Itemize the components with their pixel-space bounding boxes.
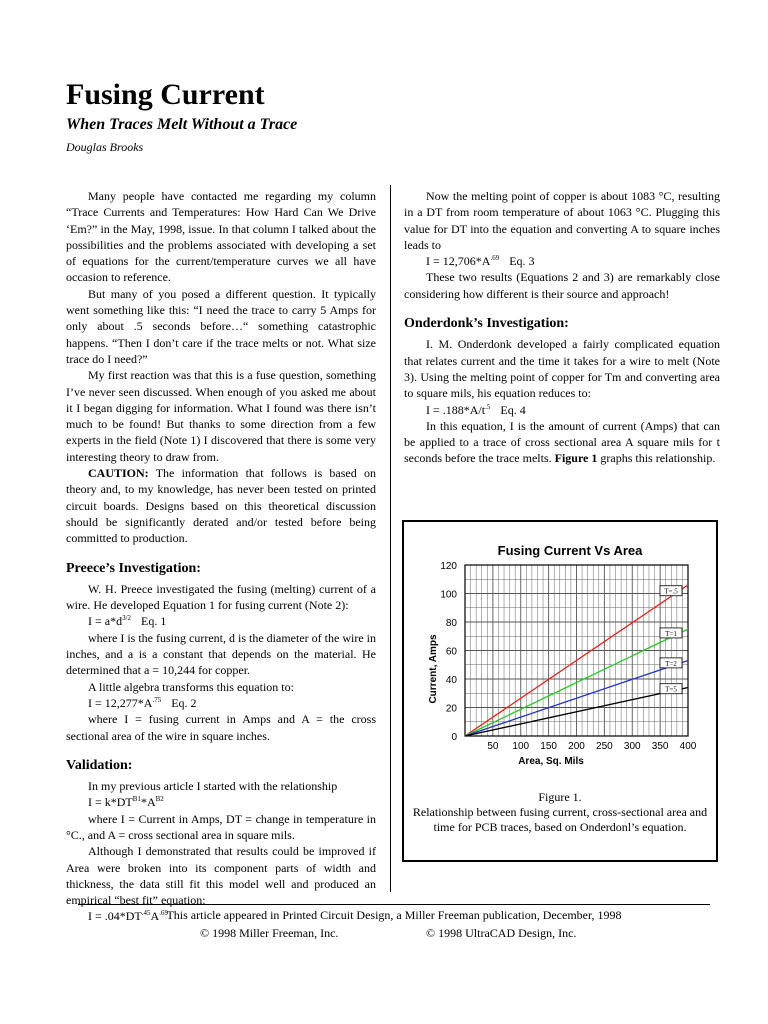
x-tick-label: 50 (487, 741, 499, 752)
equation-general-exp2: B2 (155, 795, 164, 804)
chart-y-axis-label: Current, Amps (428, 634, 439, 704)
equation-3-label: Eq. 3 (509, 254, 535, 269)
series-label: T=1 (665, 629, 677, 638)
figure-reference: Figure 1 (554, 451, 598, 466)
paragraph: In my previous article I started with the relationship (88, 779, 338, 794)
x-tick-label: 400 (679, 741, 697, 752)
paragraph: where I is the fusing current, d is the diameter of the wire in inches, and a is a constant that depends on the material. He determined that a = 10,244 for copper. (66, 630, 376, 678)
equation-general-text: I = k*DT (88, 795, 133, 810)
equation-fit-exp2: .69 (159, 909, 168, 918)
x-tick-label: 350 (651, 741, 669, 752)
equation-3-text: I = 12,706*A (426, 254, 491, 269)
column-divider (390, 185, 391, 892)
copyright-ultracad: © 1998 UltraCAD Design, Inc. (426, 926, 577, 940)
paragraph-text: In this equation, I is the amount of current (Amps) that can be applied to a trace of cross sectional area A square mils for t seconds before the trace melts. (404, 418, 720, 466)
equation-fit-text: I = .04*DT (88, 909, 142, 924)
copyright-miller-freeman: © 1998 Miller Freeman, Inc. (200, 926, 339, 940)
equation-3 (404, 253, 720, 269)
preece-heading: Preece’s Investigation: (66, 560, 201, 576)
y-tick-label: 0 (451, 732, 457, 743)
equation-2 (66, 695, 376, 711)
left-column (66, 188, 376, 925)
x-tick-label: 200 (568, 741, 585, 752)
series-label: T=5 (665, 685, 677, 694)
paragraph: Many people have contacted me regarding my column “Trace Currents and Temperatures: How Hard Can We Drive ‘Em?” in the May, 1998, issue. In that column I talked about the possibilities and the problems associated with developing a set of equations for the current/temperature curves we all have occasion to reference. (66, 189, 376, 285)
paragraph: where I = Current in Amps, DT = change in temperature in °C., and A = cross sectional area in square mils. (66, 811, 376, 842)
paragraph: I. M. Onderdonk developed a fairly complicated equation that relates current and the time it takes for a wire to melt (Note 3). Using the melting point of copper for Tm and converting area to square mils, his equation reduces to: (404, 337, 720, 401)
y-tick-label: 100 (440, 589, 457, 601)
equation-1-text: I = a*d (88, 614, 123, 629)
y-tick-label: 20 (445, 703, 457, 715)
caution-text: The information that follows is based on theory and, to my knowledge, has never been tested on printed circuit boards. Designs based on this theoretical discussion should be significantly derated and/or tested before being committed to production. (66, 466, 376, 546)
chart-title: Fusing Current Vs Area (497, 543, 643, 558)
paragraph: Now the melting point of copper is about 1083 °C, resulting in a DT from room temperature of about 1063 °C. Plugging this value for DT into the equation and converting A to square inches leads to (404, 189, 720, 252)
equation-2-text: I = 12,277*A (88, 695, 153, 710)
series-label: T=2 (665, 659, 677, 668)
equation-4-label: Eq. 4 (500, 402, 526, 417)
equation-4-text: I = .188*A/t (426, 402, 486, 417)
equation-1-exponent: 3/2 (122, 614, 132, 623)
validation-heading: Validation: (66, 757, 133, 773)
caution-paragraph (66, 465, 376, 546)
equation-4-exponent: .5 (485, 402, 491, 411)
equation-fit-text2: A (150, 909, 160, 924)
y-tick-label: 40 (445, 675, 457, 686)
paragraph: where I = fusing current in Amps and A = the cross sectional area of the wire in square inches. (66, 712, 376, 743)
paragraph: My first reaction was that this is a fuse question, something I’ve never seen discussed. When enough of you asked me about it I began digging for information. What I found was there isn’t much to be found! But thanks to some direction from a few experts in the field (Note 1) I discovered that there is some very interesting theory to draw from. (66, 368, 376, 464)
paragraph-text: graphs this relationship. (597, 451, 716, 466)
y-tick-label: 80 (445, 618, 457, 629)
fusing-current-chart (404, 522, 716, 784)
equation-general-text2: *A (140, 795, 156, 810)
right-column (404, 188, 720, 467)
paragraph (404, 418, 720, 467)
figure-caption (404, 790, 716, 835)
paragraph: A little algebra transforms this equation to: (88, 679, 294, 694)
equation-2-exponent: .75 (152, 695, 162, 704)
equation-4 (404, 402, 720, 418)
paragraph: But many of you posed a different question. It typically went something like this: “I need the trace to carry 5 Amps for only about .5 seconds before…“ something catastrophic happens. “Then I don’t care if the trace melts or not. What size trace do I need?” (66, 286, 376, 366)
equation-general-exp1: B1 (132, 795, 141, 804)
article-author: Douglas Brooks (66, 140, 144, 154)
paragraph: W. H. Preece investigated the fusing (melting) current of a wire. He developed Equation 1 for fusing current (Note 2): (66, 581, 376, 613)
chart-x-axis-label: Area, Sq. Mils (518, 756, 584, 767)
y-tick-label: 60 (445, 646, 457, 658)
caution-label: CAUTION: (88, 466, 149, 481)
x-tick-label: 100 (512, 741, 530, 752)
x-tick-label: 300 (623, 741, 641, 752)
paragraph: These two results (Equations 2 and 3) are remarkably close considering how different is their source and approach! (404, 270, 720, 301)
equation-fit-exp1: .45 (141, 909, 151, 918)
footer-rule (78, 904, 710, 905)
article-subtitle: When Traces Melt Without a Trace (66, 116, 298, 133)
x-tick-label: 250 (596, 741, 613, 752)
equation-1 (66, 613, 376, 629)
figure-caption-title: Figure 1. (538, 790, 582, 804)
figure-caption-text: Relationship between fusing current, cross-sectional area and time for PCB traces, based on Onderdonl’s equation. (412, 805, 708, 834)
figure-1-box (402, 520, 718, 862)
equation-1-label: Eq. 1 (141, 614, 167, 629)
series-label: T=.5 (664, 587, 678, 596)
article-title: Fusing Current (66, 78, 265, 111)
y-tick-label: 120 (440, 561, 457, 572)
equation-general (66, 794, 376, 810)
x-tick-label: 150 (540, 741, 557, 752)
onderdonk-heading: Onderdonk’s Investigation: (404, 316, 569, 332)
paragraph: Although I demonstrated that results could be improved if Area were broken into its component parts of width and thickness, the data still fit this model well and produced an empirical “best fit” equation: (66, 844, 376, 908)
equation-2-label: Eq. 2 (171, 695, 197, 710)
footer-publication: This article appeared in Printed Circuit Design, a Miller Freeman publication, December, 1998 (166, 908, 622, 922)
equation-3-exponent: .69 (490, 254, 500, 263)
